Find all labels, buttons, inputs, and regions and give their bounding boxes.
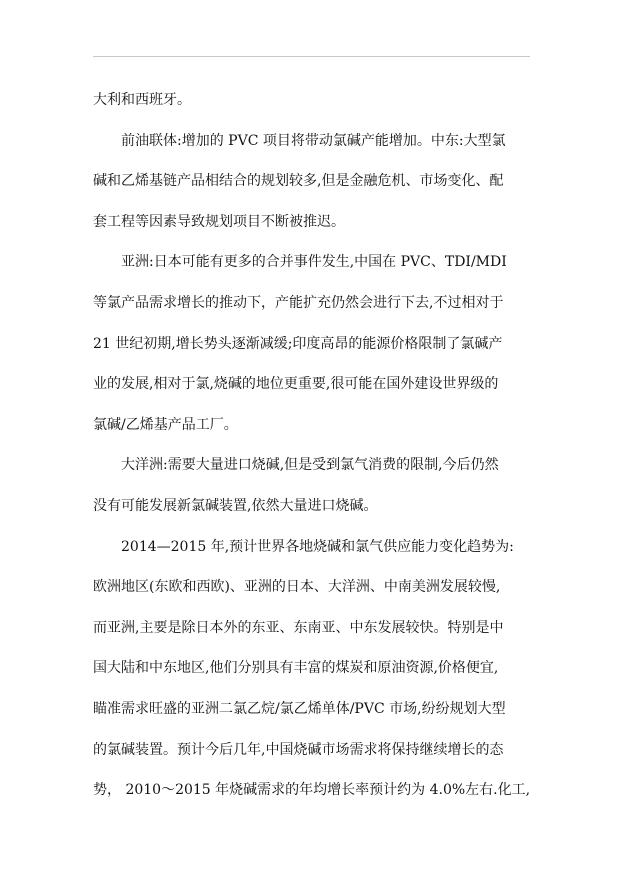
text-line: 亚洲:日本可能有更多的合并事件发生,中国在 PVC、TDI/MDI bbox=[121, 254, 507, 271]
text-line: 套工程等因素导致规划项目不断被推迟。 bbox=[93, 213, 345, 230]
text-line: 前油联体:增加的 PVC 项目将带动氯碱产能增加。中东:大型氯 bbox=[121, 132, 506, 149]
text-line: 等氯产品需求增长的推动下，产能扩充仍然会进行下去,不过相对于 bbox=[93, 294, 504, 311]
text-line: 的氯碱装置。预计今后几年,中国烧碱市场需求将保持继续增长的态 bbox=[93, 741, 504, 758]
text-line: 欧洲地区(东欧和西欧)、亚洲的日本、大洋洲、中南美洲发展较慢, bbox=[93, 579, 501, 596]
text-line: 瞄准需求旺盛的亚洲二氯乙烷/氯乙烯单体/PVC 市场,纷纷规划大型 bbox=[93, 700, 506, 717]
text-line: 没有可能发展新氯碱装置,依然大量进口烧碱。 bbox=[93, 497, 378, 514]
text-line: 21 世纪初期,增长势头逐渐减缓;印度高昂的能源价格限制了氯碱产 bbox=[93, 335, 503, 352]
text-line: 碱和乙烯基链产品相结合的规划较多,但是金融危机、市场变化、配 bbox=[93, 173, 504, 190]
body-text bbox=[93, 80, 530, 811]
text-line: 氯碱/乙烯基产品工厂。 bbox=[93, 416, 238, 433]
text-line: 势， 2010～2015 年烧碱需求的年均增长率预计约为 4.0%左右.化工, bbox=[93, 782, 531, 799]
text-line: 业的发展,相对于氯,烧碱的地位更重要,很可能在国外建设世界级的 bbox=[93, 376, 499, 393]
text-line: 大利和西班牙。 bbox=[93, 92, 191, 108]
text-line: 2014—2015 年,预计世界各地烧碱和氯气供应能力变化趋势为: bbox=[121, 538, 514, 555]
text-line: 大洋洲:需要大量进口烧碱,但是受到氯气消费的限制,今后仍然 bbox=[121, 457, 499, 474]
text-line: 而亚洲,主要是除日本外的东亚、东南亚、中东发展较快。特别是中 bbox=[93, 619, 504, 636]
header-rule bbox=[93, 56, 530, 57]
text-line: 国大陆和中东地区,他们分别具有丰富的煤炭和原油资源,价格便宜, bbox=[93, 660, 499, 677]
